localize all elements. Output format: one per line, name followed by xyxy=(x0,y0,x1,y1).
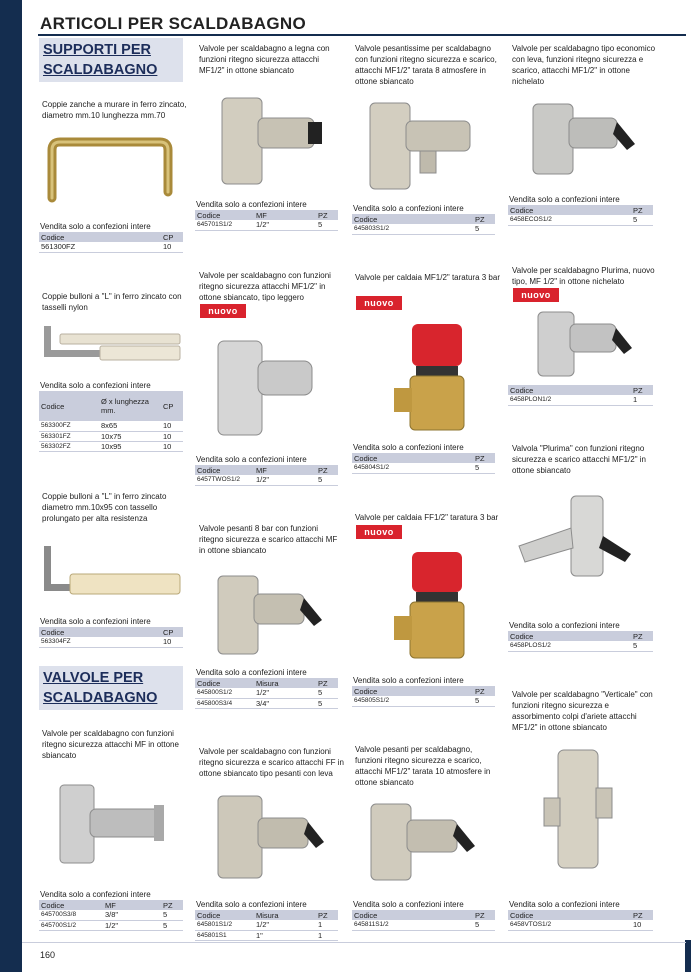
table-row: 6458VTOS1/2 10 xyxy=(508,920,653,930)
product-table xyxy=(39,391,183,452)
table-row: 645800S3/4 3/4" 5 xyxy=(195,698,338,708)
valvola-plurima-image xyxy=(515,492,640,582)
vendita-note: Vendita solo a confezioni intere xyxy=(196,200,307,209)
zanche-image xyxy=(40,136,180,204)
product-desc: Valvole pesanti per scaldabagno, funzioni ritegno sicurezza e scarico, attacchi MF1/2" tarata 10 atmosfere in ottone sbiancato xyxy=(355,745,491,787)
col-header: Codice xyxy=(352,910,473,920)
product-desc: Valvole per caldaia MF1/2" taratura 3 bar xyxy=(355,273,500,282)
page-title: ARTICOLI PER SCALDABAGNO xyxy=(40,14,306,33)
section-supporti-line1: SUPPORTI PER xyxy=(43,42,151,58)
vendita-note: Vendita solo a confezioni intere xyxy=(353,676,464,685)
table-row: 645701S1/2 1/2" 5 xyxy=(195,220,338,230)
product-desc: Valvole per scaldabagno con funzioni ritegno sicurezza e scarico attacchi FF in ottone sbiancato tipo pesanti con leva xyxy=(199,747,344,778)
valvola-image xyxy=(530,308,640,380)
product-table xyxy=(39,900,183,931)
nuovo-badge: nuovo xyxy=(200,304,246,318)
page-spine xyxy=(0,0,22,972)
col-header: Codice xyxy=(508,631,631,641)
table-row: 561300FZ 10 xyxy=(39,242,183,252)
col-header: Codice xyxy=(39,232,161,242)
vendita-note: Vendita solo a confezioni intere xyxy=(40,617,151,626)
table-row: 6458PLON1/2 1 xyxy=(508,395,653,405)
table-row: 6458PLOS1/2 5 xyxy=(508,641,653,651)
col-header: PZ xyxy=(161,900,183,910)
col-header: MF xyxy=(254,465,316,475)
col-header: PZ xyxy=(473,214,495,224)
col-header: Codice xyxy=(195,678,254,688)
page-number: 160 xyxy=(40,950,56,960)
table-row: 563304FZ 10 xyxy=(39,637,183,647)
section-supporti-line2: SCALDABAGNO xyxy=(43,62,158,78)
product-desc: Valvole per caldaia FF1/2" taratura 3 bar xyxy=(355,513,499,522)
col-header: Codice xyxy=(195,210,254,220)
vendita-note: Vendita solo a confezioni intere xyxy=(40,222,151,231)
nuovo-badge: nuovo xyxy=(356,525,402,539)
table-row: 645811S1/2 5 xyxy=(352,920,495,930)
vendita-note: Vendita solo a confezioni intere xyxy=(353,900,464,909)
product-table xyxy=(352,453,495,474)
product-table xyxy=(508,631,653,652)
section-valvole-line2: SCALDABAGNO xyxy=(43,690,158,706)
product-table xyxy=(195,465,338,486)
valvola-image xyxy=(210,792,330,882)
vendita-note: Vendita solo a confezioni intere xyxy=(196,455,307,464)
product-desc: Valvola "Plurima" con funzioni ritegno sicurezza e scarico attacchi MF1/2" in ottone sbiancato xyxy=(512,444,646,475)
col-header: PZ xyxy=(316,210,338,220)
vendita-note: Vendita solo a confezioni intere xyxy=(509,195,620,204)
col-header: Codice xyxy=(352,453,473,463)
table-row: 645804S1/2 5 xyxy=(352,463,495,473)
product-desc: Coppie bulloni a "L" in ferro zincato diametro mm.10x95 con tassello prolungato per alta resistenza xyxy=(42,492,167,523)
col-header: PZ xyxy=(631,631,653,641)
valvola-image xyxy=(365,800,485,885)
col-header: PZ xyxy=(316,678,338,688)
section-valvole xyxy=(39,666,183,710)
col-header: CP xyxy=(161,627,183,637)
nuovo-badge: nuovo xyxy=(356,296,402,310)
table-row: 645801S1 1" 1 xyxy=(195,930,338,940)
table-row: 645700S3/8 3/8" 5 xyxy=(39,910,183,920)
section-supporti xyxy=(39,38,183,82)
valvola-image xyxy=(210,335,330,440)
col-header: CP xyxy=(161,232,183,242)
col-header: Ø x lunghezza mm. xyxy=(99,391,161,421)
col-header: PZ xyxy=(473,453,495,463)
product-desc: Valvole per scaldabagno a legna con funzioni ritegno sicurezza attacchi MF1/2" in ottone sbiancato xyxy=(199,44,330,75)
valvola-image xyxy=(210,90,330,190)
col-header: CP xyxy=(161,391,183,421)
col-header: Codice xyxy=(508,205,631,215)
table-row: 563300FZ 8x65 10 xyxy=(39,421,183,431)
vendita-note: Vendita solo a confezioni intere xyxy=(40,381,151,390)
product-desc: Valvole pesantissime per scaldabagno con funzioni ritegno sicurezza e scarico, attacchi MF1/2" tarata 8 atmosfere in ottone sbiancato xyxy=(355,44,497,86)
product-desc: Valvole per scaldabagno Plurima, nuovo tipo, MF 1/2" in ottone nichelato xyxy=(512,266,655,286)
valvola-caldaia-image xyxy=(390,550,480,662)
col-header: Codice xyxy=(352,686,473,696)
valvola-image xyxy=(210,570,330,660)
table-row: 645805S1/2 5 xyxy=(352,696,495,706)
col-header: Misura xyxy=(254,678,316,688)
table-row: 563302FZ 10x95 10 xyxy=(39,441,183,451)
product-table xyxy=(508,205,653,226)
table-row: 563301FZ 10x75 10 xyxy=(39,431,183,441)
vendita-note: Vendita solo a confezioni intere xyxy=(196,900,307,909)
col-header: PZ xyxy=(631,385,653,395)
section-valvole-line1: VALVOLE PER xyxy=(43,670,144,686)
vendita-note: Vendita solo a confezioni intere xyxy=(509,900,620,909)
col-header: PZ xyxy=(316,465,338,475)
col-header: Codice xyxy=(352,214,473,224)
bulloni-lunghi-image xyxy=(40,540,185,600)
product-table xyxy=(352,214,495,235)
table-row: 645700S1/2 1/2" 5 xyxy=(39,920,183,930)
vendita-note: Vendita solo a confezioni intere xyxy=(353,204,464,213)
col-header: Codice xyxy=(39,627,161,637)
col-header: Codice xyxy=(508,910,631,920)
col-header: PZ xyxy=(631,205,653,215)
col-header: PZ xyxy=(473,686,495,696)
product-desc: Coppie zanche a murare in ferro zincato, diametro mm.10 lunghezza mm.70 xyxy=(42,100,187,120)
vendita-note: Vendita solo a confezioni intere xyxy=(40,890,151,899)
col-header: Codice xyxy=(195,910,254,920)
col-header: Codice xyxy=(508,385,631,395)
product-table xyxy=(39,232,183,253)
col-header: Misura xyxy=(254,910,316,920)
product-desc: Valvole per scaldabagno con funzioni ritegno sicurezza attacchi MF in ottone sbiancato xyxy=(42,729,179,760)
table-row: 645800S1/2 1/2" 5 xyxy=(195,688,338,698)
product-table xyxy=(195,910,338,941)
product-desc: Valvole per scaldabagno con funzioni ritegno sicurezza attacchi MF1/2" in ottone sbiancato, tipo leggero xyxy=(199,271,331,302)
table-row: 6457TWOS1/2 1/2" 5 xyxy=(195,475,338,485)
valvola-image xyxy=(50,775,170,875)
valvola-image xyxy=(360,97,490,197)
product-table xyxy=(508,385,653,406)
title-rule xyxy=(38,34,686,36)
product-table xyxy=(352,686,495,707)
col-header: Codice xyxy=(39,391,99,421)
col-header: Codice xyxy=(39,900,103,910)
vendita-note: Vendita solo a confezioni intere xyxy=(509,621,620,630)
nuovo-badge: nuovo xyxy=(513,288,559,302)
col-header: PZ xyxy=(316,910,338,920)
product-desc: Valvole pesanti 8 bar con funzioni ritegno sicurezza e scarico attacchi MF in ottone sbiancato xyxy=(199,524,338,555)
vendita-note: Vendita solo a confezioni intere xyxy=(353,443,464,452)
valvola-caldaia-image xyxy=(390,322,480,434)
product-table xyxy=(195,210,338,231)
product-desc: Valvole per scaldabagno tipo economico con leva, funzioni ritegno sicurezza e scarico, attacchi MF1/2" in ottone nichelato xyxy=(512,44,656,86)
col-header: PZ xyxy=(473,910,495,920)
footer-rule xyxy=(22,942,686,943)
col-header: MF xyxy=(254,210,316,220)
col-header: Codice xyxy=(195,465,254,475)
table-row: 6458ECOS1/2 5 xyxy=(508,215,653,225)
table-row: 645803S1/2 5 xyxy=(352,224,495,234)
product-table xyxy=(508,910,653,931)
page-corner-strip xyxy=(685,940,691,972)
col-header: MF xyxy=(103,900,161,910)
table-row: 645801S1/2 1/2" 1 xyxy=(195,920,338,930)
col-header: PZ xyxy=(631,910,653,920)
vendita-note: Vendita solo a confezioni intere xyxy=(196,668,307,677)
product-desc: Coppie bulloni a "L" in ferro zincato con tasselli nylon xyxy=(42,292,182,312)
valvola-image xyxy=(525,100,645,180)
valvola-verticale-image xyxy=(540,748,620,873)
product-desc: Valvole per scaldabagno "Verticale" con funzioni ritegno sicurezza e assorbimento colpi d'ariete attacchi MF1/2" in ottone sbiancato xyxy=(512,690,653,732)
product-table xyxy=(195,678,338,709)
product-table xyxy=(352,910,495,931)
product-table xyxy=(39,627,183,648)
bulloni-image xyxy=(40,320,185,375)
